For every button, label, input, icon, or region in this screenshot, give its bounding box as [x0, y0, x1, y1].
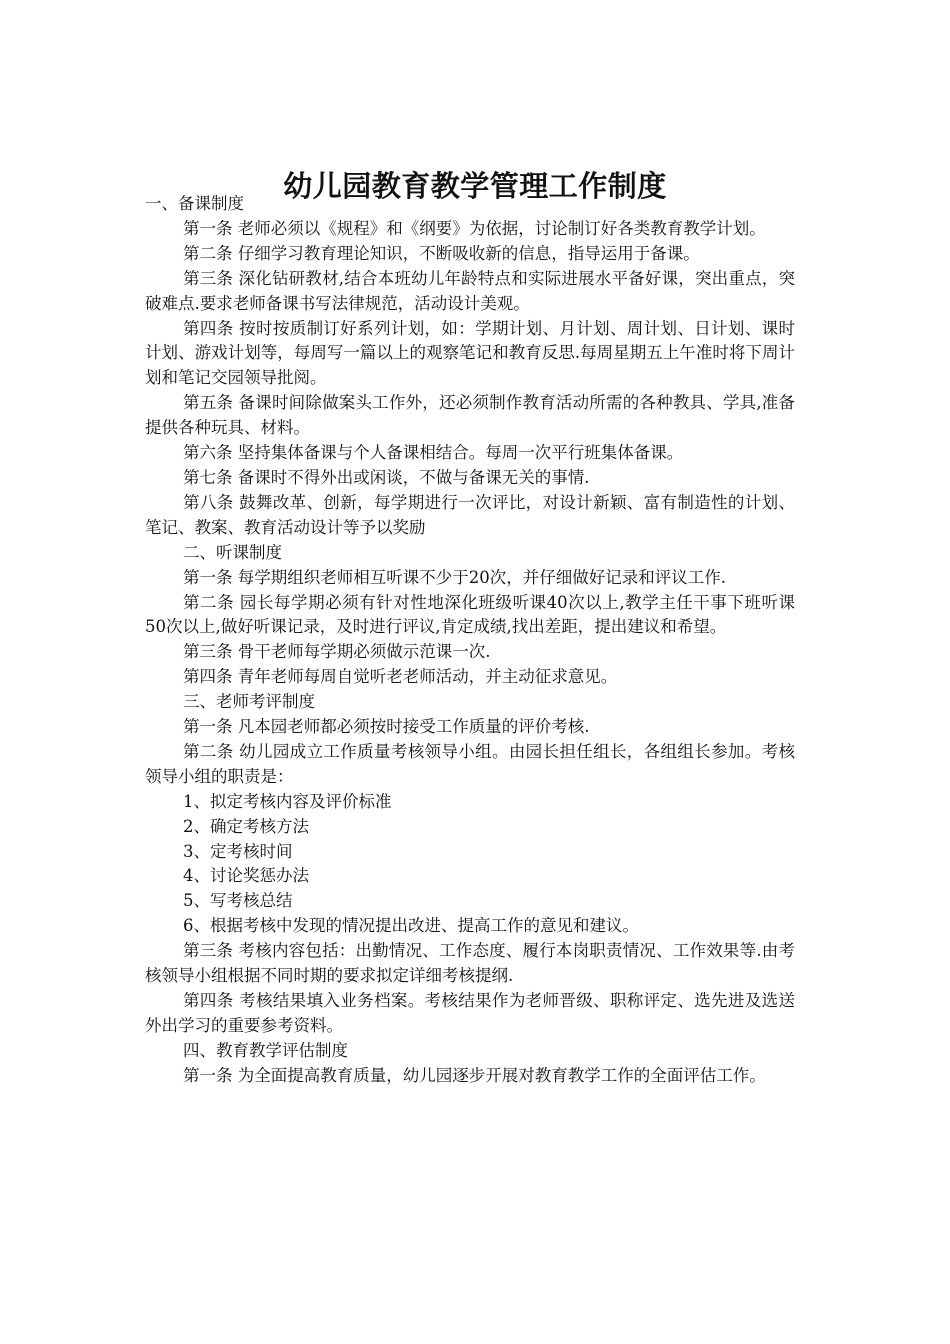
document-body — [145, 192, 795, 1089]
document-paragraph: 三、老师考评制度 — [183, 692, 315, 712]
document-paragraph: 第二条 仔细学习教育理论知识，不断吸收新的信息，指导运用于备课。 — [183, 243, 700, 263]
document-paragraph: 第一条 为全面提高教育质量，幼儿园逐步开展对教育教学工作的全面评估工作。 — [183, 1065, 766, 1085]
document-paragraph: 2、确定考核方法 — [183, 816, 309, 836]
document-paragraph: 第四条 考核结果填入业务档案。考核结果作为老师晋级、职称评定、选先进及选送外出学习的重要参考资料。 — [145, 991, 795, 1035]
document-paragraph: 第八条 鼓舞改革、创新，每学期进行一次评比，对设计新颖、富有制造性的计划、笔记、教案、教育活动设计等予以奖励 — [145, 492, 795, 537]
document-paragraph: 6、根据考核中发现的情况提出改进、提高工作的意见和建议。 — [183, 916, 639, 936]
document-paragraph: 四、教育教学评估制度 — [183, 1040, 348, 1060]
document-paragraph: 3、定考核时间 — [183, 841, 293, 861]
document-paragraph: 第五条 备课时间除做案头工作外，还必须制作教育活动所需的各种教具、学具,准备提供各种玩具、材料。 — [145, 393, 795, 438]
document-paragraph: 第一条 凡本园老师都必须按时接受工作质量的评价考核. — [183, 717, 590, 737]
document-paragraph: 第六条 坚持集体备课与个人备课相结合。每周一次平行班集体备课。 — [183, 443, 684, 463]
document-paragraph: 第二条 园长每学期必须有针对性地深化班级听课40次以上,教学主任干事下班听课50次以上,做好听课记录，及时进行评议,肯定成绩,找出差距，提出建议和希望。 — [145, 592, 795, 637]
document-paragraph: 4、讨论奖惩办法 — [183, 866, 309, 886]
document-paragraph: 第三条 骨干老师每学期必须做示范课一次. — [183, 642, 491, 662]
document-title: 幼儿园教育教学管理工作制度 — [283, 169, 667, 204]
document-paragraph: 第三条 深化钻研教材,结合本班幼儿年龄特点和实际进展水平备好课，突出重点，突破难点.要求老师备课书写法律规范，活动设计美观。 — [145, 268, 795, 313]
document-paragraph: 二、听课制度 — [183, 542, 282, 562]
document-paragraph: 第一条 每学期组织老师相互听课不少于20次，并仔细做好记录和评议工作. — [183, 567, 726, 587]
document-paragraph: 第一条 老师必须以《规程》和《纲要》为依据，讨论制订好各类教育教学计划。 — [183, 218, 766, 238]
document-paragraph: 1、拟定考核内容及评价标准 — [183, 791, 392, 811]
document-paragraph: 第二条 幼儿园成立工作质量考核领导小组。由园长担任组长，各组组长参加。考核领导小组的职责是： — [145, 741, 795, 786]
document-paragraph: 第七条 备课时不得外出或闲谈，不做与备课无关的事情. — [183, 467, 590, 487]
document-paragraph: 第四条 按时按质制订好系列计划，如：学期计划、月计划、周计划、日计划、课时计划、游戏计划等，每周写一篇以上的观察笔记和教育反思.每周星期五上午准时将下周计划和笔记交园领导批阅。 — [145, 318, 795, 388]
document-paragraph: 5、写考核总结 — [183, 891, 293, 911]
document-paragraph: 第四条 青年老师每周自觉听老老师活动，并主动征求意见。 — [183, 667, 618, 687]
document-paragraph: 一、备课制度 — [145, 194, 244, 213]
document-paragraph: 第三条 考核内容包括：出勤情况、工作态度、履行本岗职责情况、工作效果等.由考核领导小组根据不同时期的要求拟定详细考核提纲. — [145, 941, 795, 986]
